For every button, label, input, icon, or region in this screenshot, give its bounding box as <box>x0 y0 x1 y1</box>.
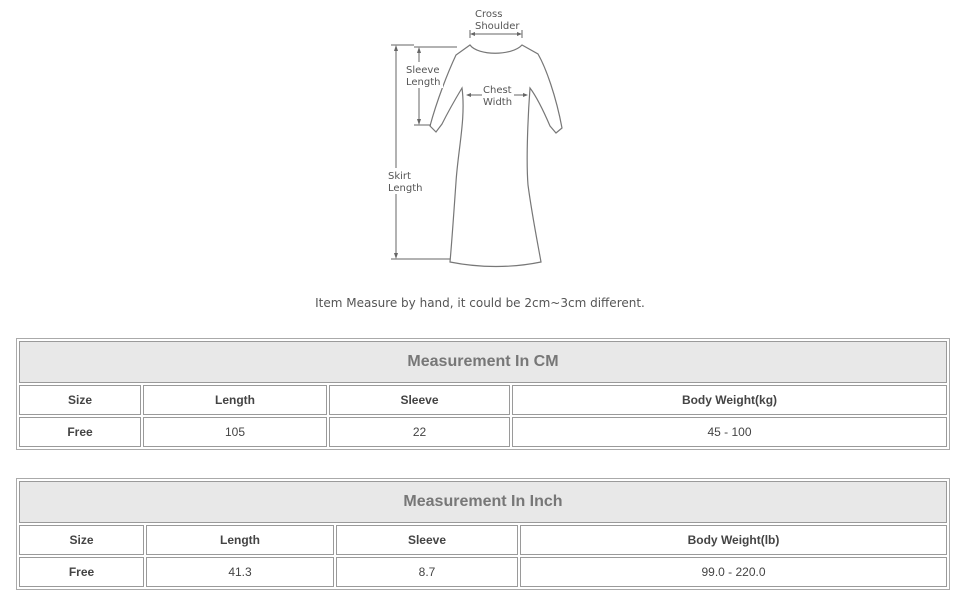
cell-sleeve: 8.7 <box>336 557 518 587</box>
header-body-weight: Body Weight(kg) <box>512 385 947 415</box>
cell-size: Free <box>19 557 144 587</box>
chest-width-label-2: Width <box>483 97 513 108</box>
sleeve-length-label-2: Length <box>406 77 441 88</box>
cell-length: 105 <box>143 417 327 447</box>
measurement-table-inch <box>16 478 950 590</box>
cross-shoulder-label-2: Shoulder <box>475 21 520 32</box>
header-length: Length <box>143 385 327 415</box>
header-body-weight: Body Weight(lb) <box>520 525 947 555</box>
cross-shoulder-label-1: Cross <box>475 9 503 20</box>
header-sleeve: Sleeve <box>329 385 510 415</box>
dress-measurement-diagram <box>0 0 960 290</box>
cell-length: 41.3 <box>146 557 334 587</box>
measurement-table-cm <box>16 338 950 450</box>
cell-size: Free <box>19 417 141 447</box>
cell-body-weight: 99.0 - 220.0 <box>520 557 947 587</box>
dress-outline <box>430 45 562 267</box>
chest-width-label-1: Chest <box>483 85 512 96</box>
header-sleeve: Sleeve <box>336 525 518 555</box>
table-title: Measurement In CM <box>19 341 947 383</box>
table-title: Measurement In Inch <box>19 481 947 523</box>
cell-sleeve: 22 <box>329 417 510 447</box>
header-length: Length <box>146 525 334 555</box>
cell-body-weight: 45 - 100 <box>512 417 947 447</box>
skirt-length-label-2: Length <box>388 183 423 194</box>
header-size: Size <box>19 385 141 415</box>
skirt-length-label-1: Skirt <box>388 171 411 182</box>
measurement-note: Item Measure by hand, it could be 2cm~3cm different. <box>315 296 645 310</box>
header-size: Size <box>19 525 144 555</box>
sleeve-length-label-1: Sleeve <box>406 65 440 76</box>
